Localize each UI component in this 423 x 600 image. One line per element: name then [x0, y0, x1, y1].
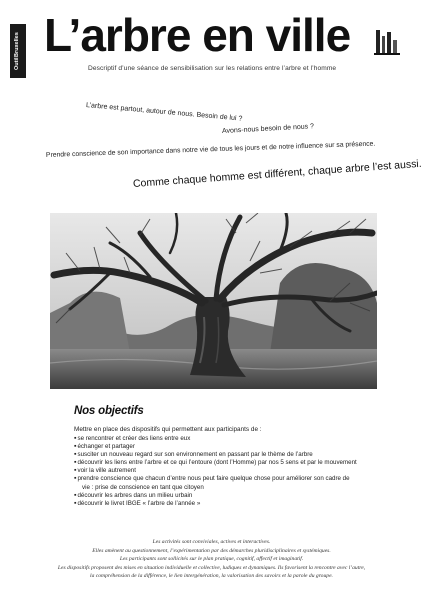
footer-line: Elles amènent au questionnement, l’expérimentation par des démarches pluridisciplinaires et systémiques.	[92, 547, 331, 554]
objective-item: ▪ découvrir les arbres dans un milieu urbain	[74, 492, 374, 500]
wave-text-line-3: Prendre conscience de son importance dans notre vie de tous les jours et de notre influence sur sa présence.	[45, 140, 376, 159]
objective-item: ▪ prendre conscience que chacun d’entre nous peut faire quelque chose pour améliorer son cadre de	[74, 475, 374, 483]
wave-text-line-1: L’arbre est partout, autour de nous. Besoin de lui ?	[85, 102, 243, 123]
wave-text-line-2: Avons-nous besoin de nous ?	[221, 123, 315, 135]
footer-line: Les activités sont conviviales, actives et interactives.	[152, 539, 271, 545]
objective-item-continued: vie : prise de conscience en tant que citoyen	[82, 483, 204, 491]
publisher-logo-icon	[374, 28, 400, 56]
footer-line: Les participants sont sollicités sur le plan pratique, cognitif, affectif et imaginatif.	[119, 556, 304, 563]
tree-photo	[50, 213, 377, 389]
objectives-heading: Nos objectifs	[74, 405, 144, 417]
wave-text-line-4: Comme chaque homme est différent, chaque arbre l’est aussi.	[132, 157, 423, 190]
objective-item: ▪ découvrir les liens entre l’arbre et ce qui l’entoure (dont l’Homme) par nos 5 sens et par le mouvement	[74, 459, 374, 467]
page-title: L’arbre en ville	[44, 9, 351, 61]
tree-photo-image	[50, 213, 377, 389]
objective-item: ▪ échanger et partager	[74, 443, 374, 451]
side-tab-line2: Bruxelles	[14, 32, 21, 58]
objective-item: ▪ découvrir le livret IBGE « l’arbre de l’année »	[74, 500, 374, 508]
side-tab-line1: Outil	[14, 57, 21, 70]
objectives-list	[74, 435, 374, 508]
objective-item: ▪ susciter un nouveau regard sur son environnement en passant par le thème de l’arbre	[74, 451, 374, 459]
objective-item: ▪ se rencontrer et créer des liens entre eux	[74, 435, 374, 443]
side-tab	[10, 24, 26, 78]
objectives-intro: Mettre en place des dispositifs qui permettent aux participants de :	[74, 426, 262, 433]
objective-item: ▪ voir la ville autrement	[74, 467, 374, 475]
footer-line: Les dispositifs proposent des mises en situation individuelle et collective, ludiques et dynamiques. Ils favorisent la rencontre avec l’autre,	[57, 564, 366, 571]
page-subtitle: Descriptif d’une séance de sensibilisation sur les relations entre l’arbre et l’homme	[88, 65, 337, 72]
footer-line: la compréhension de la différence, le lien intergénération, la valorisation des savoirs et la parole du groupe.	[90, 573, 333, 580]
footer-notes	[20, 538, 403, 581]
